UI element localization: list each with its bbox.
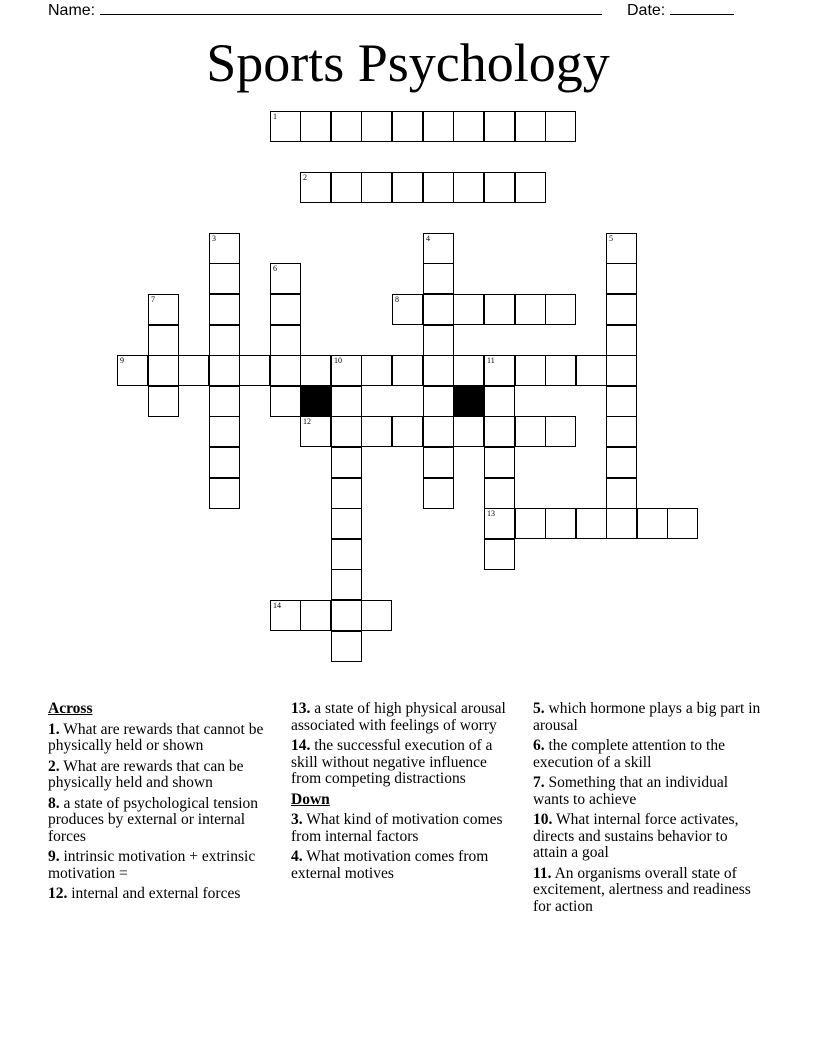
clue-number-label: 14 (273, 601, 281, 610)
crossword-cell[interactable] (209, 233, 240, 264)
clue-number-label: 4 (426, 234, 430, 243)
crossword-cell[interactable] (453, 111, 484, 142)
clues-column-3 (533, 701, 765, 919)
crossword-cell[interactable] (606, 233, 637, 264)
clue-number: 11. (533, 864, 552, 882)
crossword-cell[interactable] (361, 600, 392, 631)
crossword-cell[interactable] (423, 111, 454, 142)
clue-text: What are rewards that can be physically held and shown (48, 757, 244, 791)
crossword-cell[interactable] (392, 416, 423, 447)
crossword-cell[interactable] (545, 294, 576, 325)
clues-column-1 (48, 701, 276, 907)
crossword-cell[interactable] (270, 325, 301, 356)
clue-number: 12. (48, 885, 68, 902)
crossword-cell[interactable] (331, 569, 362, 600)
crossword-cell[interactable] (545, 111, 576, 142)
crossword-cell[interactable] (453, 416, 484, 447)
crossword-cell[interactable] (209, 294, 240, 325)
across-clue (48, 722, 276, 755)
crossword-cell[interactable] (484, 508, 515, 539)
down-heading: Down (291, 790, 330, 808)
crossword-cell[interactable] (515, 416, 546, 447)
crossword-cell[interactable] (209, 386, 240, 417)
crossword-cell[interactable] (270, 111, 301, 142)
crossword-cell[interactable] (300, 172, 331, 203)
crossword-cell[interactable] (423, 172, 454, 203)
crossword-cell[interactable] (209, 416, 240, 447)
crossword-cell[interactable] (637, 508, 668, 539)
date-label: Date: (627, 2, 666, 19)
crossword-cell[interactable] (331, 631, 362, 662)
clue-number: 1. (48, 720, 60, 738)
crossword-cell[interactable] (331, 539, 362, 570)
crossword-cell[interactable] (484, 355, 515, 386)
clue-number: 14. (291, 737, 311, 754)
clue-text: What internal force activates, directs and sustains behavior to attain a goal (533, 811, 739, 861)
crossword-cell[interactable] (453, 294, 484, 325)
crossword-cell[interactable] (300, 111, 331, 142)
name-label: Name: (48, 2, 96, 19)
crossword-cell[interactable] (331, 172, 362, 203)
clue-text: What are rewards that cannot be physically held or shown (48, 720, 264, 754)
crossword-cell[interactable] (484, 447, 515, 478)
clue-number: 8. (48, 794, 60, 812)
crossword-cell[interactable] (331, 447, 362, 478)
crossword-cell[interactable] (392, 172, 423, 203)
crossword-cell[interactable] (300, 416, 331, 447)
clue-number-label: 10 (334, 356, 342, 365)
crossword-cell[interactable] (209, 478, 240, 509)
clue-text: intrinsic motivation + extrinsic motivation = (48, 848, 256, 882)
down-clue (533, 701, 765, 734)
crossword-cell[interactable] (361, 355, 392, 386)
clue-number: 9. (48, 848, 60, 865)
clue-number: 13. (291, 700, 311, 717)
across-clue (48, 849, 276, 882)
clue-number-label: 9 (120, 356, 124, 365)
crossword-cell[interactable] (606, 386, 637, 417)
clue-text: internal and external forces (71, 885, 241, 902)
crossword-cell[interactable] (606, 355, 637, 386)
clue-number-label: 11 (487, 356, 495, 365)
across-clue (291, 701, 513, 734)
crossword-cell[interactable] (667, 508, 698, 539)
down-clue (533, 738, 765, 771)
crossword-cell[interactable] (484, 172, 515, 203)
across-clue (48, 759, 276, 792)
crossword-cell[interactable] (361, 172, 392, 203)
crossword-cell[interactable] (423, 263, 454, 294)
down-clue (291, 812, 513, 845)
clue-number-label: 1 (273, 112, 277, 121)
crossword-cell[interactable] (606, 478, 637, 509)
page-title: Sports Psychology (206, 33, 610, 93)
crossword-cell[interactable] (606, 447, 637, 478)
crossword-cell[interactable] (270, 294, 301, 325)
crossword-cell[interactable] (423, 294, 454, 325)
crossword-cell[interactable] (423, 355, 454, 386)
crossword-cell[interactable] (270, 386, 301, 417)
crossword-cell[interactable] (453, 172, 484, 203)
down-clue (533, 866, 765, 916)
clue-text: a state of high physical arousal associated with feelings of worry (291, 700, 506, 734)
crossword-block-cell (300, 386, 331, 417)
crossword-cell[interactable] (148, 386, 179, 417)
clue-number-label: 13 (487, 509, 495, 518)
crossword-cell[interactable] (209, 355, 240, 386)
crossword-cell[interactable] (331, 386, 362, 417)
crossword-cell[interactable] (515, 294, 546, 325)
crossword-cell[interactable] (484, 416, 515, 447)
crossword-cell[interactable] (423, 233, 454, 264)
crossword-cell[interactable] (270, 263, 301, 294)
across-clue (48, 796, 276, 846)
crossword-cell[interactable] (148, 355, 179, 386)
crossword-cell[interactable] (515, 508, 546, 539)
clue-number: 7. (533, 774, 545, 791)
crossword-block-cell (453, 386, 484, 417)
crossword-cell[interactable] (148, 294, 179, 325)
clue-text: the successful execution of a skill without negative influence from competing distractions (291, 737, 493, 787)
crossword-cell[interactable] (545, 416, 576, 447)
clue-number: 4. (291, 848, 303, 865)
clue-number-label: 6 (273, 264, 277, 273)
crossword-cell[interactable] (576, 508, 607, 539)
crossword-cell[interactable] (484, 478, 515, 509)
crossword-cell[interactable] (392, 294, 423, 325)
crossword-cell[interactable] (606, 263, 637, 294)
clue-text: a state of psychological tension produces by external or internal forces (48, 794, 259, 845)
crossword-cell[interactable] (423, 386, 454, 417)
crossword-cell[interactable] (392, 111, 423, 142)
crossword-cell[interactable] (300, 355, 331, 386)
crossword-cell[interactable] (209, 447, 240, 478)
crossword-cell[interactable] (239, 355, 270, 386)
crossword-cell[interactable] (484, 386, 515, 417)
crossword-cell[interactable] (423, 325, 454, 356)
crossword-cell[interactable] (361, 111, 392, 142)
crossword-cell[interactable] (392, 355, 423, 386)
crossword-cell[interactable] (423, 416, 454, 447)
crossword-cell[interactable] (545, 355, 576, 386)
clue-number-label: 3 (212, 234, 216, 243)
clue-number: 5. (533, 700, 545, 717)
crossword-cell[interactable] (331, 508, 362, 539)
crossword-cell[interactable] (117, 355, 148, 386)
clue-number-label: 2 (303, 173, 307, 182)
crossword-cell[interactable] (606, 294, 637, 325)
down-clue (533, 775, 765, 808)
across-clue (291, 738, 513, 788)
crossword-cell[interactable] (545, 508, 576, 539)
crossword-cell[interactable] (515, 172, 546, 203)
clue-number-label: 5 (609, 234, 613, 243)
clue-number: 3. (291, 811, 303, 828)
crossword-cell[interactable] (484, 294, 515, 325)
clue-number: 6. (533, 737, 545, 754)
clue-text: An organisms overall state of excitement, alertness and readiness for action (533, 864, 751, 915)
clues-column-2 (291, 701, 513, 886)
clue-number: 10. (533, 811, 553, 828)
clue-number-label: 12 (303, 417, 311, 426)
clue-text: What motivation comes from external motives (291, 848, 489, 882)
crossword-cell[interactable] (453, 355, 484, 386)
clue-number-label: 8 (395, 295, 399, 304)
crossword-cell[interactable] (209, 263, 240, 294)
crossword-cell[interactable] (331, 600, 362, 631)
crossword-cell[interactable] (331, 111, 362, 142)
down-clue (533, 812, 765, 862)
crossword-cell[interactable] (148, 325, 179, 356)
clue-text: Something that an individual wants to achieve (533, 774, 729, 808)
clue-text: the complete attention to the execution of a skill (533, 737, 725, 771)
crossword-cell[interactable] (331, 355, 362, 386)
clue-text: which hormone plays a big part in arousal (533, 700, 761, 734)
crossword-cell[interactable] (484, 539, 515, 570)
crossword-cell[interactable] (515, 355, 546, 386)
crossword-cell[interactable] (270, 600, 301, 631)
crossword-cell[interactable] (423, 447, 454, 478)
clue-text: What kind of motivation comes from internal factors (291, 811, 503, 845)
crossword-cell[interactable] (423, 478, 454, 509)
crossword-cell[interactable] (606, 325, 637, 356)
across-clue (48, 886, 276, 903)
crossword-cell[interactable] (606, 416, 637, 447)
crossword-cell[interactable] (331, 416, 362, 447)
across-heading: Across (48, 700, 93, 717)
crossword-cell[interactable] (484, 111, 515, 142)
crossword-cell[interactable] (576, 355, 607, 386)
crossword-cell[interactable] (178, 355, 209, 386)
crossword-cell[interactable] (209, 325, 240, 356)
clue-number: 2. (48, 757, 60, 775)
crossword-cell[interactable] (515, 111, 546, 142)
crossword-cell[interactable] (300, 600, 331, 631)
clue-number-label: 7 (151, 295, 155, 304)
crossword-cell[interactable] (361, 416, 392, 447)
down-clue (291, 849, 513, 882)
crossword-cell[interactable] (606, 508, 637, 539)
crossword-cell[interactable] (331, 478, 362, 509)
crossword-cell[interactable] (270, 355, 301, 386)
